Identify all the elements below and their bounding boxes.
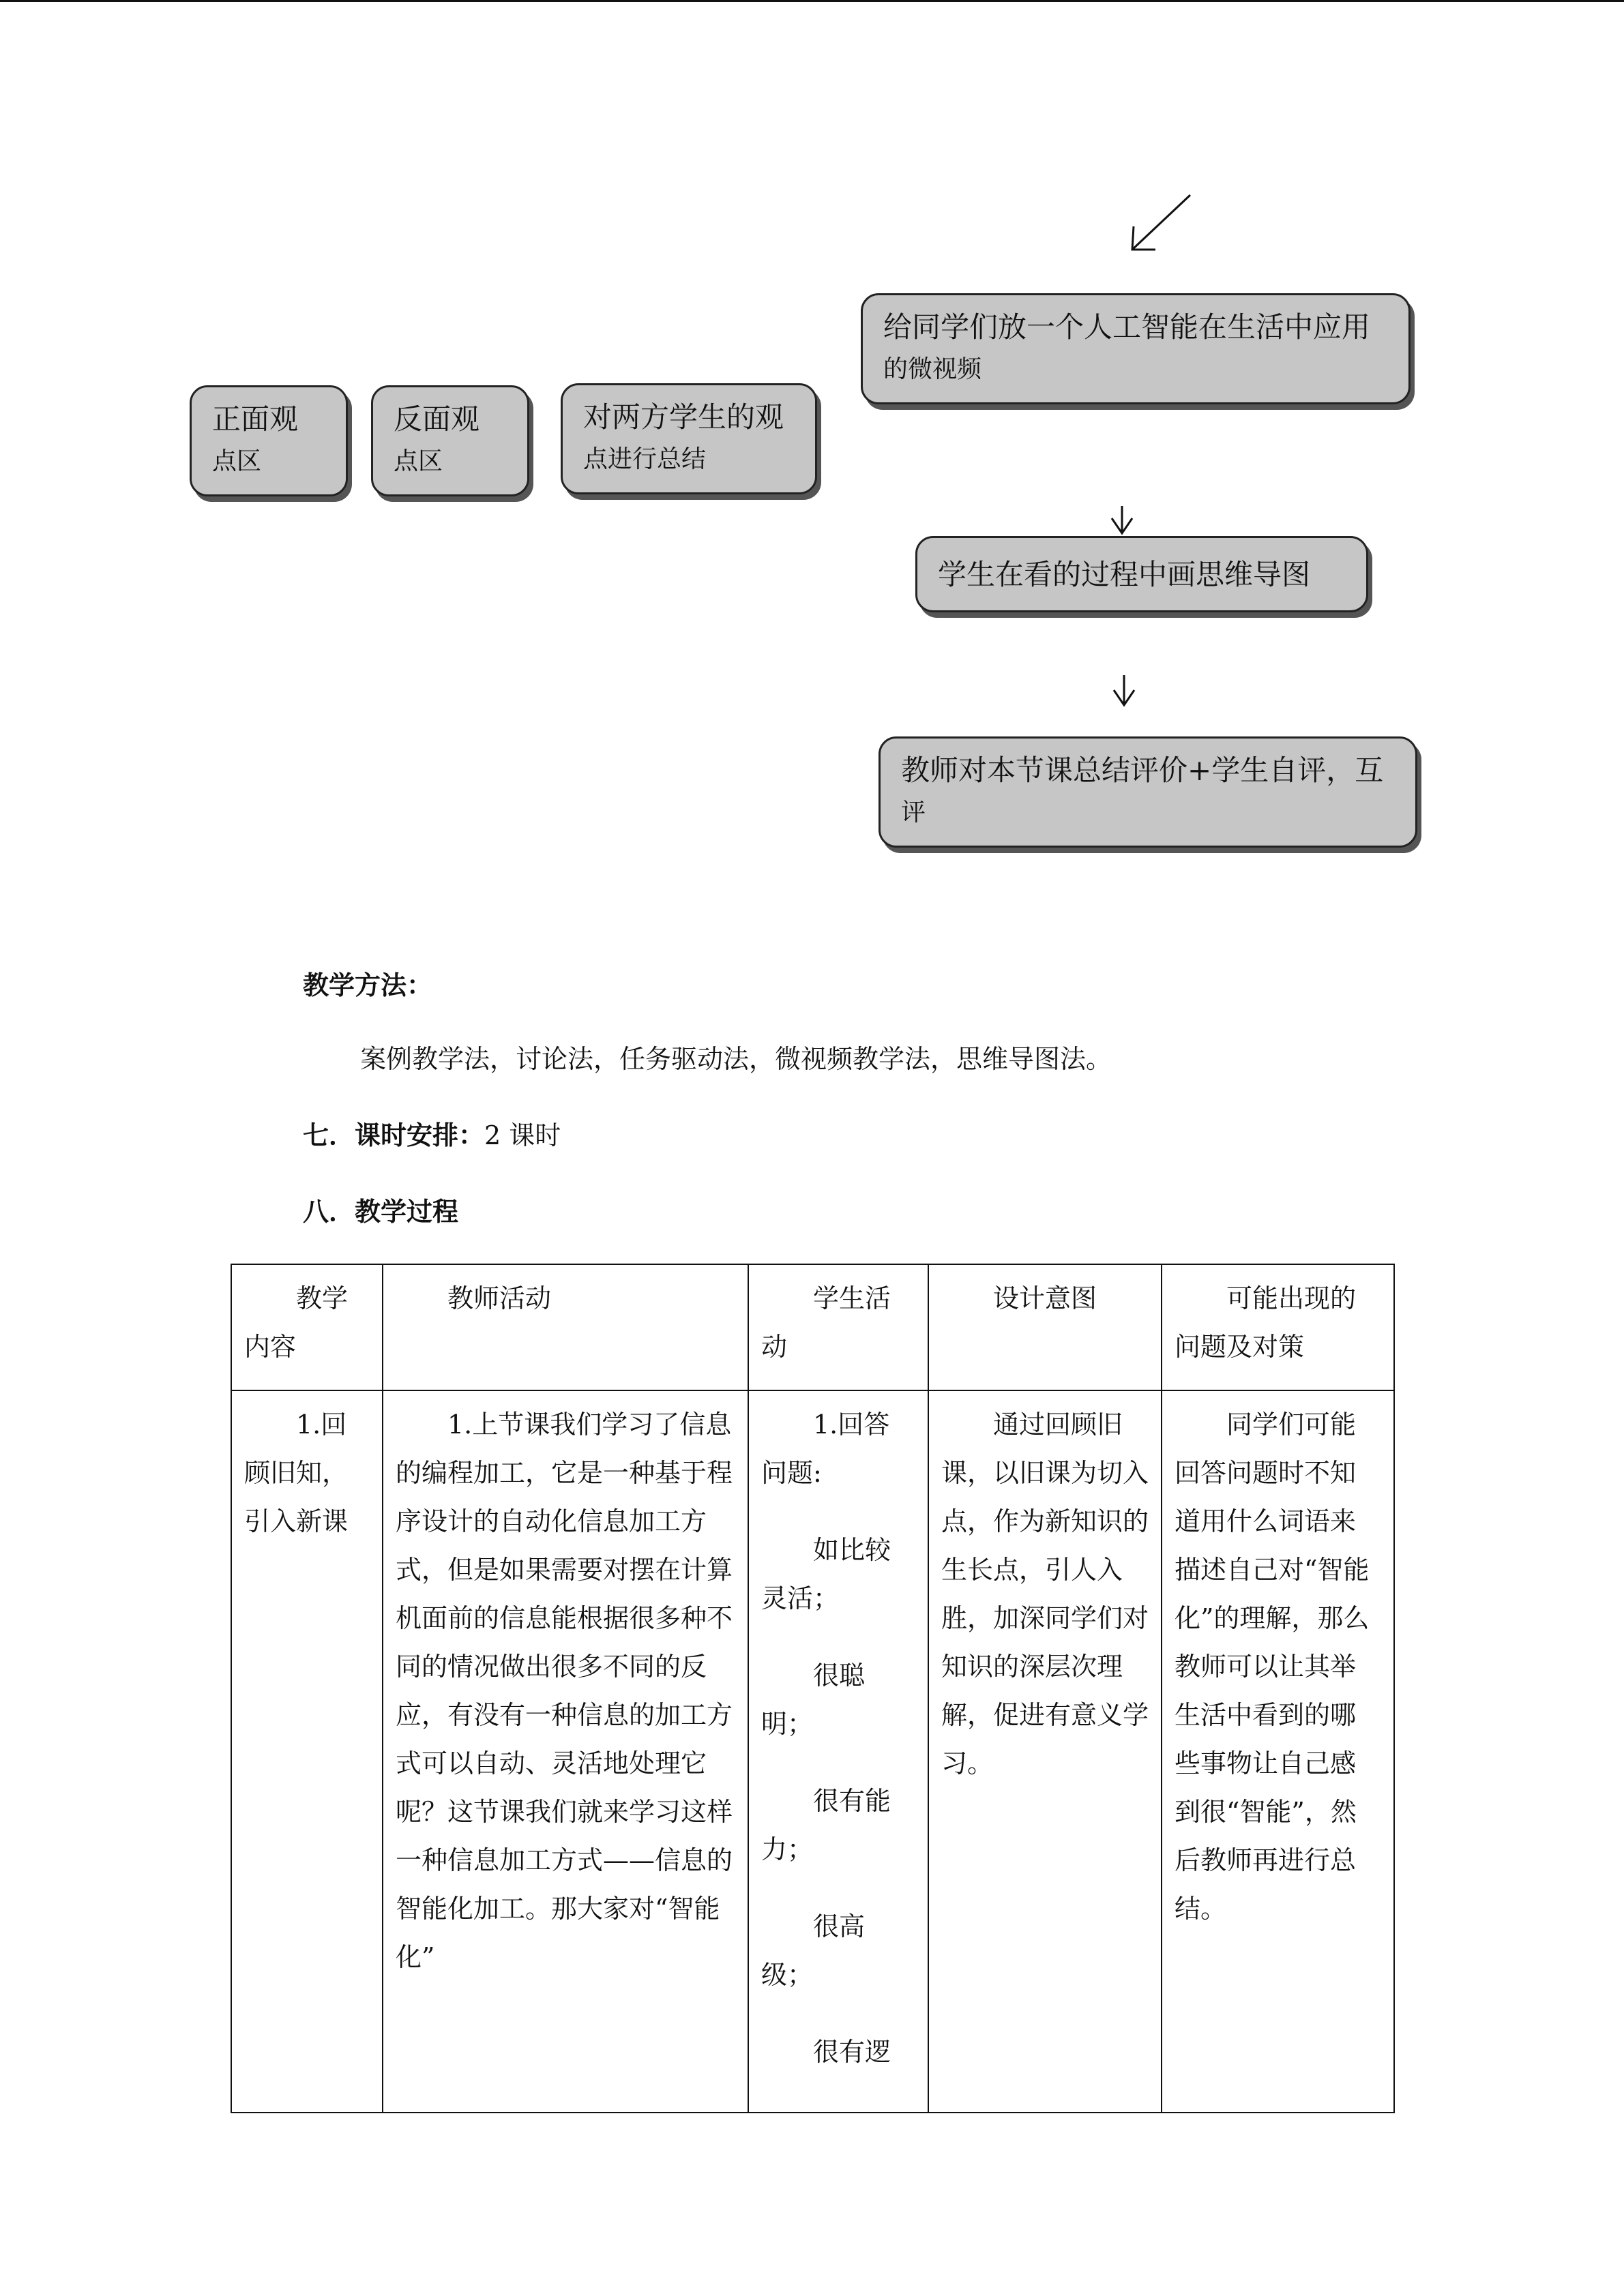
teaching-process-table [231, 1264, 1395, 2113]
arrow-diagonal [1132, 195, 1190, 250]
header-issues: 可能出现的问题及对策 [1162, 1264, 1394, 1390]
box-video [861, 293, 1411, 404]
methods-content: 案例教学法，讨论法，任务驱动法，微视频教学法，思维导图法。 [360, 1044, 1112, 1074]
cell-student [748, 1390, 928, 2113]
student-item: 如比较灵活； [761, 1535, 891, 1613]
student-item: 很有能力； [761, 1786, 891, 1864]
box-evaluation-line1: 教师对本节课总结评价+学生自评，互 [901, 754, 1384, 787]
header-student: 学生活动 [748, 1264, 928, 1390]
cell-intent: 通过回顾旧课，以旧课为切入点，作为新知识的生长点，引人入胜，加深同学们对知识的深层次理解，促进有意义学习。 [928, 1390, 1162, 2113]
box-mindmap-line1: 学生在看的过程中画思维导图 [938, 558, 1311, 591]
header-content: 教学内容 [231, 1264, 383, 1390]
box-evaluation [879, 736, 1417, 848]
schedule-line [303, 1118, 561, 1152]
table-row [231, 1390, 1394, 2113]
box-summary-line2: 点进行总结 [583, 445, 707, 473]
box-negative [371, 385, 529, 496]
box-video-line1: 给同学们放一个人工智能在生活中应用 [883, 310, 1371, 344]
box-summary [561, 383, 817, 494]
header-intent: 设计意图 [928, 1264, 1162, 1390]
methods-heading: 教学方法： [303, 970, 433, 1000]
student-item: 很高级； [761, 1911, 866, 1990]
arrow-diagonal-head [1132, 226, 1155, 250]
schedule-heading: 七．课时安排： [303, 1120, 485, 1150]
student-item: 很有逻 [813, 2037, 891, 2067]
box-positive [190, 385, 348, 496]
student-item: 1.回答问题: [761, 1410, 890, 1488]
box-evaluation-line2: 评 [901, 799, 926, 826]
page-top-border [0, 0, 1624, 2]
header-teacher: 教师活动 [383, 1264, 748, 1390]
student-item: 很聪明； [761, 1660, 866, 1739]
box-negative-line2: 点区 [394, 447, 443, 475]
box-mindmap [915, 536, 1368, 612]
box-video-line2: 的微视频 [883, 355, 982, 383]
schedule-value: 2 课时 [484, 1120, 561, 1150]
process-heading: 八．教学过程 [303, 1196, 459, 1227]
box-positive-line2: 点区 [212, 447, 262, 475]
box-positive-line1: 正面观 [212, 402, 299, 436]
cell-content: 1.回顾旧知，引入新课 [231, 1390, 383, 2113]
box-negative-line1: 反面观 [394, 402, 480, 436]
cell-teacher: 1.上节课我们学习了信息的编程加工，它是一种基于程序设计的自动化信息加工方式，但是如果需要对摆在计算机面前的信息能根据很多种不同的情况做出很多不同的反应，有没有一种信息的加工方式可以自动、灵活地处理它呢？这节课我们就来学习这样一种信息加工方式——信息的智能化加工。那大家对“智能化” [383, 1390, 748, 2113]
box-summary-line1: 对两方学生的观 [583, 400, 784, 434]
table-header-row [231, 1264, 1394, 1390]
cell-issues: 同学们可能回答问题时不知道用什么词语来描述自己对“智能化”的理解，那么教师可以让其举生活中看到的哪些事物让自己感到很“智能”，然后教师再进行总结。 [1162, 1390, 1394, 2113]
